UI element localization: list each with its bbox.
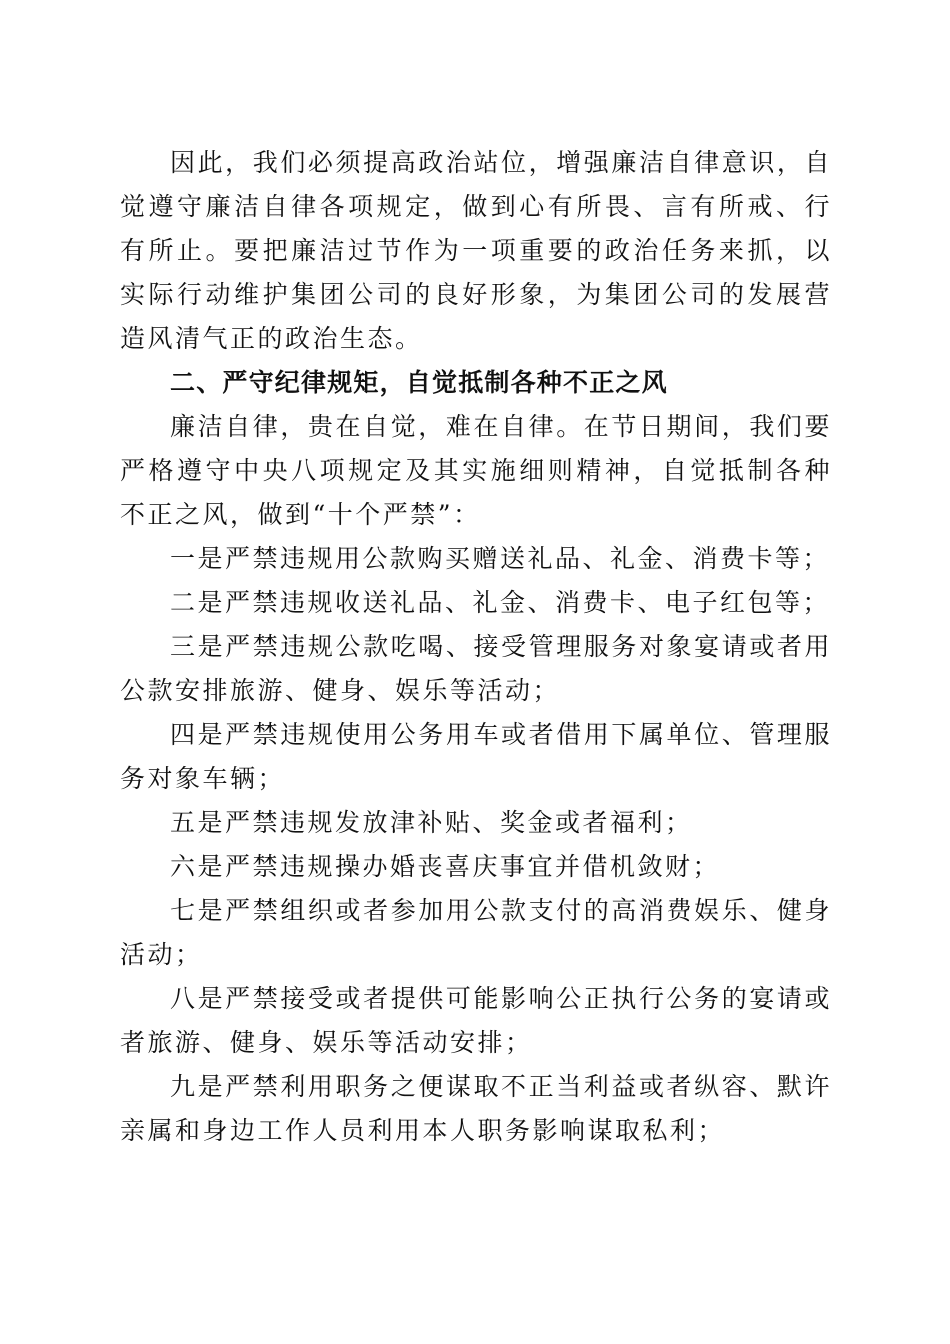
- prohibition-item-4: 四是严禁违规使用公务用车或者借用下属单位、管理服务对象车辆；: [120, 720, 832, 793]
- document-page: [120, 141, 832, 1153]
- section-heading-2: 二、严守纪律规矩，自觉抵制各种不正之风: [170, 368, 668, 397]
- prohibition-item-8: 八是严禁接受或者提供可能影响公正执行公务的宴请或者旅游、健身、娱乐等活动安排；: [120, 984, 832, 1057]
- prohibition-item-5: 五是严禁违规发放津补贴、奖金或者福利；: [170, 808, 693, 837]
- prohibition-item-9: 九是严禁利用职务之便谋取不正当利益或者纵容、默许亲属和身边工作人员利用本人职务影响谋取私利；: [120, 1072, 832, 1145]
- paragraph-self-discipline: 廉洁自律，贵在自觉，难在自律。在节日期间，我们要严格遵守中央八项规定及其实施细则精神，自觉抵制各种不正之风，做到“十个严禁”：: [120, 412, 832, 529]
- prohibition-item-7: 七是严禁组织或者参加用公款支付的高消费娱乐、健身活动；: [120, 896, 832, 969]
- prohibition-item-6: 六是严禁违规操办婚丧喜庆事宜并借机敛财；: [170, 852, 721, 881]
- prohibition-item-3: 三是严禁违规公款吃喝、接受管理服务对象宴请或者用公款安排旅游、健身、娱乐等活动；: [120, 632, 832, 705]
- prohibition-item-2: 二是严禁违规收送礼品、礼金、消费卡、电子红包等；: [170, 588, 831, 617]
- prohibition-item-1: 一是严禁违规用公款购买赠送礼品、礼金、消费卡等；: [170, 544, 831, 573]
- paragraph-political-stance: 因此，我们必须提高政治站位，增强廉洁自律意识，自觉遵守廉洁自律各项规定，做到心有所畏、言有所戒、行有所止。要把廉洁过节作为一项重要的政治任务来抓，以实际行动维护集团公司的良好形象，为集团公司的发展营造风清气正的政治生态。: [120, 148, 832, 353]
